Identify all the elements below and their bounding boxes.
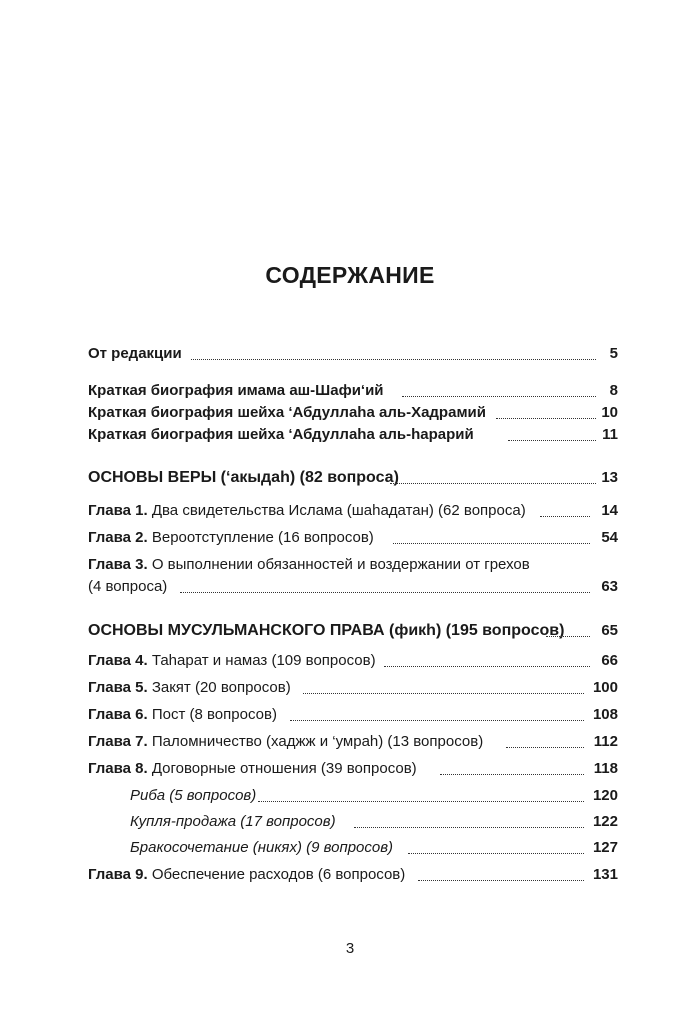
chapter-prefix: Глава 1. xyxy=(88,502,148,519)
toc-entry-title: Таhарат и намаз (109 вопросов) xyxy=(151,652,376,669)
dot-leader xyxy=(546,636,590,637)
page-title: СОДЕРЖАНИЕ xyxy=(265,262,435,288)
toc-entry-title: Обеспечение расходов (6 вопросов) xyxy=(151,866,406,883)
toc-entry-title: Краткая биография шейха ‘Абдуллаhа аль-Хадрамий xyxy=(88,402,488,424)
dot-leader xyxy=(191,359,596,360)
toc-entry-page: 13 xyxy=(601,469,618,486)
toc-chapter[interactable] xyxy=(88,527,618,549)
toc-entry-page: 131 xyxy=(592,866,618,883)
toc-subentry[interactable] xyxy=(88,811,618,833)
dot-leader xyxy=(354,827,584,828)
toc-entry-page: 5 xyxy=(609,345,618,362)
toc-chapter[interactable] xyxy=(88,704,618,726)
toc-entry[interactable] xyxy=(88,380,618,402)
toc-entry-page: 54 xyxy=(601,529,618,546)
toc-entry-title: Закят (20 вопросов) xyxy=(151,679,291,696)
dot-leader xyxy=(440,774,584,775)
dot-leader xyxy=(506,747,584,748)
toc-section-title: ОСНОВЫ ВЕРЫ (‘акыдаh) (82 вопроса) xyxy=(88,467,401,489)
toc-entry-page: 14 xyxy=(601,502,618,519)
toc-entry-title: Краткая биография шейха ‘Абдуллаhа аль-hарарий xyxy=(88,424,476,446)
toc-entry-title: Краткая биография имама аш-Шафи‘ий xyxy=(88,380,386,402)
toc-entry-title: От редакции xyxy=(88,343,184,365)
toc-entry-page: 63 xyxy=(601,578,618,595)
toc-entry-page: 65 xyxy=(601,622,618,639)
toc-entry-page: 118 xyxy=(593,760,618,777)
dot-leader xyxy=(180,592,590,593)
toc-entry-page: 100 xyxy=(592,679,618,696)
toc-entry[interactable] xyxy=(88,424,618,446)
dot-leader xyxy=(408,853,584,854)
toc-entry-title: Вероотступление (16 вопросов) xyxy=(151,529,374,546)
dot-leader xyxy=(496,418,596,419)
dot-leader xyxy=(384,666,590,667)
chapter-prefix: Глава 4. xyxy=(88,652,148,669)
toc-entry-page: 127 xyxy=(592,839,618,856)
toc-chapter[interactable] xyxy=(88,554,618,576)
toc-section-title: ОСНОВЫ МУСУЛЬМАНСКОГО ПРАВА (фикh) (195 вопросов) xyxy=(88,620,566,642)
dot-leader xyxy=(418,880,584,881)
toc-entry-title: Паломничество (хаджж и ‘умраh) (13 вопросов) xyxy=(151,733,484,750)
chapter-prefix: Глава 3. xyxy=(88,556,148,573)
toc-entry-title: Купля-продажа (17 вопросов) xyxy=(130,811,338,833)
toc-entry-page: 122 xyxy=(592,813,618,830)
toc-chapter[interactable] xyxy=(88,677,618,699)
dot-leader xyxy=(390,483,596,484)
toc-entry-title: О выполнении обязанностей и воздержании от грехов xyxy=(151,556,530,573)
toc-entry-title: Риба (5 вопросов) xyxy=(130,785,258,807)
toc-entry[interactable] xyxy=(88,402,618,424)
toc-entry-page: 10 xyxy=(601,404,618,421)
toc-entry-title: Два свидетельства Ислама (шаhадатан) (62 вопроса) xyxy=(151,502,526,519)
toc-entry-page: 11 xyxy=(602,426,618,443)
toc-entry-page: 66 xyxy=(601,652,618,669)
toc-chapter[interactable] xyxy=(88,650,618,672)
chapter-prefix: Глава 2. xyxy=(88,529,148,546)
toc-chapter[interactable] xyxy=(88,758,618,780)
toc-entry[interactable] xyxy=(88,343,618,365)
chapter-prefix: Глава 5. xyxy=(88,679,148,696)
toc-entry-page: 8 xyxy=(609,382,618,399)
chapter-prefix: Глава 7. xyxy=(88,733,148,750)
toc-entry-title: Бракосочетание (никях) (9 вопросов) xyxy=(130,837,395,859)
toc-chapter-continuation[interactable] xyxy=(88,576,618,598)
chapter-prefix: Глава 6. xyxy=(88,706,148,723)
toc-entry-title: Договорные отношения (39 вопросов) xyxy=(151,760,417,777)
page-number: 3 xyxy=(345,940,355,957)
toc-entry-page: 112 xyxy=(593,733,618,750)
toc-chapter[interactable] xyxy=(88,864,618,886)
dot-leader xyxy=(303,693,584,694)
dot-leader xyxy=(393,543,590,544)
toc-entry-title-line2: (4 вопроса) xyxy=(88,576,169,598)
toc-entry-title: Пост (8 вопросов) xyxy=(151,706,277,723)
toc-subentry[interactable] xyxy=(88,837,618,859)
dot-leader xyxy=(508,440,596,441)
dot-leader xyxy=(402,396,596,397)
toc-section[interactable] xyxy=(88,620,618,642)
chapter-prefix: Глава 8. xyxy=(88,760,148,777)
dot-leader xyxy=(258,801,584,802)
dot-leader xyxy=(540,516,590,517)
toc-chapter[interactable] xyxy=(88,500,618,522)
toc-section[interactable] xyxy=(88,467,618,489)
toc-chapter[interactable] xyxy=(88,731,618,753)
chapter-prefix: Глава 9. xyxy=(88,866,148,883)
toc-entry-page: 108 xyxy=(592,706,618,723)
toc-subentry[interactable] xyxy=(88,785,618,807)
dot-leader xyxy=(290,720,584,721)
toc-entry-page: 120 xyxy=(592,787,618,804)
